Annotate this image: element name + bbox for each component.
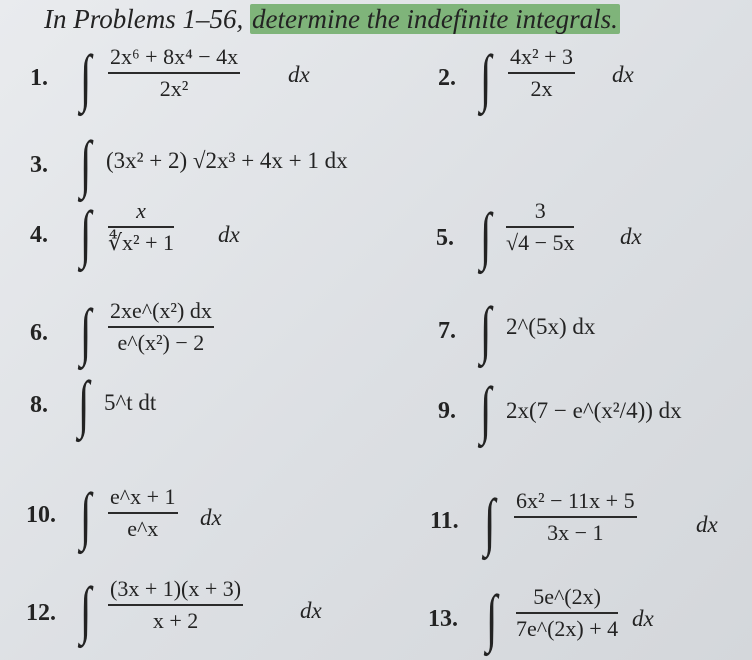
fraction [514, 488, 637, 546]
fraction-bar [508, 72, 575, 74]
fraction [516, 584, 618, 642]
problem-number: 13. [428, 606, 458, 632]
problem-number: 4. [30, 222, 48, 248]
differential: dx [218, 222, 240, 247]
denominator: 7e^(2x) + 4 [516, 616, 619, 641]
integral-sign: ∫ [480, 42, 492, 113]
problem-number: 2. [438, 65, 456, 91]
fraction-bar [108, 604, 243, 606]
heading-prefix: In Problems 1–56, [44, 4, 250, 34]
denominator: x + 2 [152, 608, 199, 633]
integral-sign: ∫ [80, 480, 92, 551]
fraction [508, 44, 575, 102]
integral-sign: ∫ [480, 294, 492, 365]
fraction-bar [108, 226, 174, 228]
integral-sign: ∫ [480, 200, 492, 271]
problem-heading [44, 4, 620, 35]
numerator: 6x² − 11x + 5 [516, 488, 635, 513]
fraction-bar [108, 326, 214, 328]
numerator: 4x² + 3 [510, 44, 574, 69]
problem-number: 1. [30, 65, 48, 91]
fraction [108, 298, 214, 356]
denominator: 3x − 1 [547, 520, 604, 545]
fraction [108, 44, 240, 102]
problem-number: 5. [436, 225, 454, 251]
heading-highlight: determine the indefinite integrals. [251, 4, 618, 34]
numerator: x [136, 198, 146, 223]
differential: dx [620, 224, 642, 249]
integral-sign: ∫ [486, 582, 498, 653]
integrand-expression: 2x(7 − e^(x²/4)) dx [506, 398, 682, 423]
integral-sign: ∫ [80, 198, 92, 269]
integral-sign: ∫ [80, 296, 92, 367]
numerator: e^x + 1 [110, 484, 176, 509]
integrand-expression: 5^t dt [104, 390, 157, 415]
fraction-bar [506, 226, 574, 228]
problem-number: 8. [30, 392, 48, 418]
fraction [108, 484, 178, 542]
fraction [506, 198, 574, 256]
problem-number: 10. [26, 502, 56, 528]
differential: dx [632, 606, 654, 631]
numerator: 5e^(2x) [533, 584, 601, 609]
problem-number: 12. [26, 600, 56, 626]
integral-sign: ∫ [480, 374, 492, 445]
denominator: 2x [530, 76, 553, 101]
numerator: (3x + 1)(x + 3) [110, 576, 242, 601]
integral-sign: ∫ [80, 128, 92, 199]
fraction-bar [514, 516, 637, 518]
numerator: 3 [534, 198, 546, 223]
problem-number: 6. [30, 320, 48, 346]
problem-number: 7. [438, 318, 456, 344]
fraction [108, 576, 243, 634]
integrand-expression: (3x² + 2) √2x³ + 4x + 1 dx [106, 148, 348, 173]
numerator: 2x⁶ + 8x⁴ − 4x [110, 44, 239, 69]
integral-sign: ∫ [80, 574, 92, 645]
differential: dx [300, 598, 322, 623]
problem-number: 3. [30, 152, 48, 178]
fraction-bar [108, 512, 178, 514]
differential: dx [696, 512, 718, 537]
differential: dx [200, 505, 222, 530]
integrand-expression: 2^(5x) dx [506, 314, 596, 339]
denominator: √4 − 5x [506, 230, 575, 255]
integral-sign: ∫ [484, 486, 496, 557]
integral-sign: ∫ [78, 368, 90, 439]
differential: dx [612, 62, 634, 87]
fraction [108, 198, 174, 256]
differential: dx [288, 62, 310, 87]
numerator: 2xe^(x²) dx [110, 298, 212, 323]
denominator: 2x² [159, 76, 189, 101]
denominator: ∜x² + 1 [108, 230, 175, 255]
denominator: e^x [127, 516, 159, 541]
fraction-bar [516, 612, 618, 614]
problem-number: 9. [438, 398, 456, 424]
fraction-bar [108, 72, 240, 74]
denominator: e^(x²) − 2 [117, 330, 205, 355]
integral-sign: ∫ [80, 42, 92, 113]
problem-number: 11. [430, 508, 459, 534]
